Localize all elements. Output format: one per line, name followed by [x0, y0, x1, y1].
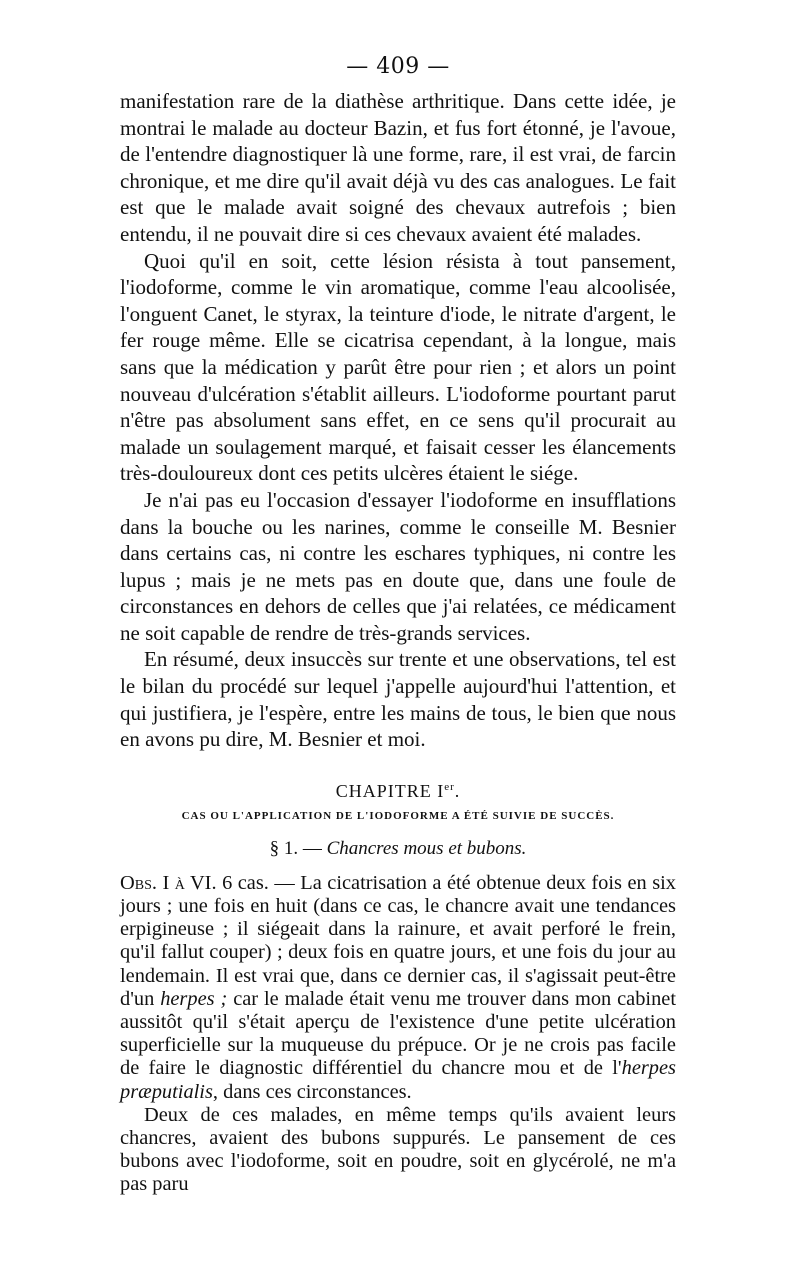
- page-number: — 409 —: [346, 54, 450, 79]
- paragraph-1: manifestation rare de la diathèse arthritique. Dans cette idée, je montrai le malade au docteur Bazin, et fus fort étonné, je l'avoue, de l'entendre diagnostiquer là une forme, rare, il est vrai, de farcin chronique, et me dire qu'il avait déjà vu des cas analogues. Le fait est que le malade avait soigné des chevaux autrefois ; bien entendu, il ne pouvait dire si ces chevaux avaient été malades.: [120, 89, 676, 246]
- paragraph-2: Quoi qu'il en soit, cette lésion résista à tout pansement, l'iodoforme, comme le vin aromatique, comme l'eau alcoolisée, l'onguent Canet, le styrax, la teinture d'iode, le nitrate d'argent, le fer rouge même. Elle se cicatrisa cependant, à la longue, mais sans que la médication y parût être pour rien ; et alors un point nouveau d'ulcération s'établit ailleurs. L'iodoforme pourtant parut n'être pas absolument sans effet, en ce sens qu'il procurait au malade un soulagement marqué, et faisait cesser les élancements très-douloureux dont ces petits ulcères étaient le siége.: [120, 248, 676, 486]
- chapter-title: [120, 781, 676, 802]
- observation-label: Obs. I à VI.: [120, 871, 217, 894]
- observation-paragraph: [120, 872, 676, 1104]
- observation-text-a: 6 cas. — La cicatrisation a été obtenue deux fois en six jours ; une fois en huit (dans ce cas, le chancre avait une tendances erpigineuse ; il siégeait dans la rainure, et avait perforé le frein, qu'il fallut couper) ; deux fois en quatre jours, et une fois du jour au lendemain. Il est vrai que, dans ce dernier cas, il s'agissait peut-être d'un: [120, 871, 676, 1010]
- last-paragraph: Deux de ces malades, en même temps qu'ils avaient leurs chancres, avaient des bubons suppurés. Le pansement de ces bubons avec l'iodoforme, soit en poudre, soit en glycérolé, ne m'a pas paru: [120, 1103, 676, 1196]
- observation-italic-herpes-praeputialis: herpes præputialis: [120, 1057, 676, 1103]
- section-heading: [120, 838, 676, 860]
- paragraph-4: En résumé, deux insuccès sur trente et une observations, tel est le bilan du procédé sur lequel j'appelle aujourd'hui l'attention, et qui justifiera, je l'espère, entre les mains de tous, le bien que nous en avons pu dire, M. Besnier et moi.: [120, 647, 676, 752]
- observation-text-b: car le malade était venu me trouver dans mon cabinet aussitôt qu'il s'était aperçu de l'existence d'une petite ulcération superficielle sur la muqueuse du prépuce. Or je ne crois pas facile de faire le diagnostic différentiel du chancre mou et de l': [120, 987, 677, 1080]
- chapter-title-text: CHAPITRE I: [335, 780, 445, 801]
- book-page: [120, 52, 676, 1197]
- chapter-title-end: .: [454, 780, 461, 801]
- chapter-title-sup: er: [444, 780, 455, 793]
- section-prefix: § 1. —: [269, 837, 327, 859]
- chapter-subtitle: CAS OU L'APPLICATION DE L'IODOFORME A ÉTÉ SUIVIE DE SUCCÈS.: [181, 809, 615, 822]
- observation-text-c: , dans ces circonstances.: [212, 1080, 412, 1103]
- paragraph-3: Je n'ai pas eu l'occasion d'essayer l'iodoforme en insufflations dans la bouche ou les narines, comme le conseille M. Besnier dans certains cas, ni contre les eschares typhiques, ni contre les lupus ; mais je ne mets pas en doute que, dans une foule de circonstances en dehors de celles que j'ai relatées, ce médicament ne soit capable de rendre de très-grands services.: [120, 487, 676, 645]
- observation-italic-herpes: herpes ;: [160, 987, 228, 1010]
- section-title: Chancres mous et bubons.: [326, 837, 527, 859]
